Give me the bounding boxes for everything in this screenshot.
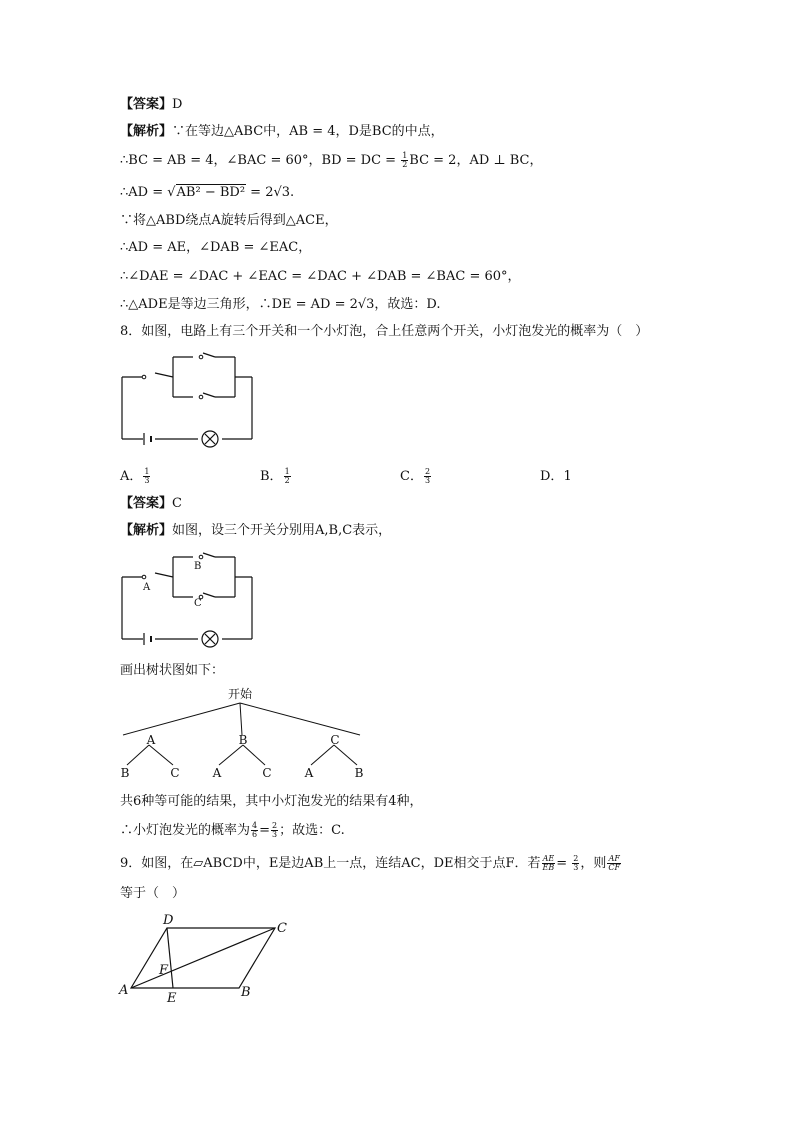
tree-leaf: C <box>262 766 272 780</box>
switch-label-c: C <box>194 598 202 609</box>
q7-analysis-line-3 <box>120 184 294 202</box>
stem-text: ，则 <box>580 856 607 871</box>
tree-node-c: C <box>330 733 340 747</box>
analysis-text: = 2√3. <box>246 185 295 200</box>
analysis-text: 如图，设三个开关分别用A,B,C表示， <box>172 523 392 538</box>
switch-label-b: B <box>194 561 202 572</box>
tree-leaf: B <box>354 766 364 780</box>
equals-sign: = <box>556 856 572 871</box>
fraction-denominator: 3 <box>573 863 579 872</box>
fraction <box>607 855 621 872</box>
answer-tag: 【答案】 <box>120 97 173 112</box>
option-a <box>120 465 151 485</box>
fraction-denominator: EB <box>542 863 555 872</box>
option-label: A． <box>120 469 143 484</box>
fraction <box>572 855 579 872</box>
analysis-text: ∵在等边△ABC中，AB = 4，D是BC的中点， <box>172 124 444 139</box>
point-a: A <box>119 983 129 998</box>
fraction-numerator: 1 <box>284 467 290 476</box>
analysis-text: ∴AD = √ <box>120 185 176 200</box>
parallelogram-diagram <box>115 910 295 1005</box>
circuit-diagram <box>115 345 265 450</box>
fraction-numerator: 4 <box>252 821 258 830</box>
fraction <box>143 468 150 485</box>
fraction-denominator: 2 <box>402 160 408 169</box>
q7-analysis-line-6: ∴∠DAE = ∠DAC + ∠EAC = ∠DAC + ∠DAB = ∠BAC = 60°， <box>120 269 521 284</box>
tree-leaf: A <box>304 766 314 780</box>
switch-label-a: A <box>143 582 151 593</box>
fraction-numerator: 2 <box>424 467 431 476</box>
fraction-denominator: CF <box>608 863 621 872</box>
analysis-text: BC = 2，AD ⊥ BC， <box>409 153 543 168</box>
result-line: 共6种等可能的结果，其中小灯泡发光的结果有4种， <box>120 794 423 809</box>
q7-analysis-line-2 <box>120 152 543 170</box>
fraction <box>401 152 408 169</box>
final-line <box>120 822 345 840</box>
labeled-circuit-diagram <box>115 545 265 650</box>
tree-root: 开始 <box>227 687 253 701</box>
final-text: ∴小灯泡发光的概率为 <box>120 823 251 838</box>
final-text: ；故选：C. <box>279 823 345 838</box>
analysis-tag: 【解析】 <box>120 124 173 139</box>
fraction <box>251 822 258 839</box>
q7-analysis-line-5: ∴AD = AE，∠DAB = ∠EAC， <box>120 240 312 255</box>
fraction-denominator: 3 <box>424 476 431 485</box>
answer-value: C <box>172 496 182 511</box>
analysis-tag: 【解析】 <box>120 523 173 538</box>
radicand: AB² − BD² <box>176 185 246 200</box>
q7-analysis-line-4: ∵将△ABD绕点A旋转后得到△ACE， <box>120 213 338 228</box>
tree-intro: 画出树状图如下： <box>120 663 225 678</box>
fraction-numerator: AE <box>542 854 555 863</box>
point-f: F <box>159 963 169 978</box>
fraction-denominator: 6 <box>252 830 258 839</box>
fraction-numerator: 2 <box>272 821 278 830</box>
fraction <box>424 468 431 485</box>
q8-answer-line <box>120 495 182 513</box>
fraction <box>284 468 291 485</box>
answer-value: D <box>172 97 183 112</box>
fraction <box>271 822 278 839</box>
fraction <box>542 855 556 872</box>
fraction-numerator: AF <box>608 854 620 863</box>
answer-tag: 【答案】 <box>120 496 173 511</box>
option-label: B． <box>260 469 283 484</box>
tree-node-a: A <box>146 733 156 747</box>
analysis-text: ∴BC = AB = 4，∠BAC = 60°，BD = DC = <box>120 153 401 168</box>
fraction-numerator: 2 <box>573 854 579 863</box>
q9-stem-line-1 <box>120 855 622 873</box>
tree-leaf: B <box>120 766 130 780</box>
tree-leaf: C <box>170 766 180 780</box>
fraction-numerator: 1 <box>144 467 150 476</box>
q7-answer-line <box>120 96 182 114</box>
option-label: D． <box>540 469 564 484</box>
fraction-numerator: 1 <box>402 151 408 160</box>
q8-analysis-line <box>120 522 391 540</box>
option-d <box>540 465 572 484</box>
equals-sign: = <box>259 823 271 838</box>
fraction-denominator: 3 <box>272 830 278 839</box>
option-b <box>260 465 292 485</box>
tree-leaf: A <box>212 766 222 780</box>
tree-node-b: B <box>238 733 248 747</box>
q9-stem-line-2: 等于（ ） <box>120 886 186 901</box>
option-c <box>400 465 432 485</box>
fraction-denominator: 3 <box>144 476 150 485</box>
point-c: C <box>277 921 287 936</box>
q7-analysis-line-7: ∴△ADE是等边三角形，∴DE = AD = 2√3，故选：D. <box>120 297 441 312</box>
stem-text: 9．如图，在▱ABCD中，E是边AB上一点，连结AC，DE相交于点F．若 <box>120 856 541 871</box>
point-b: B <box>241 985 251 1000</box>
point-e: E <box>167 991 177 1005</box>
option-label: C． <box>400 469 423 484</box>
point-d: D <box>163 913 174 928</box>
q7-analysis-line-1 <box>120 123 444 141</box>
option-value: 1 <box>563 469 572 484</box>
q8-stem: 8．如图，电路上有三个开关和一个小灯泡，合上任意两个开关，小灯泡发光的概率为（ ） <box>120 324 649 339</box>
fraction-denominator: 2 <box>284 476 290 485</box>
tree-diagram <box>115 685 385 785</box>
